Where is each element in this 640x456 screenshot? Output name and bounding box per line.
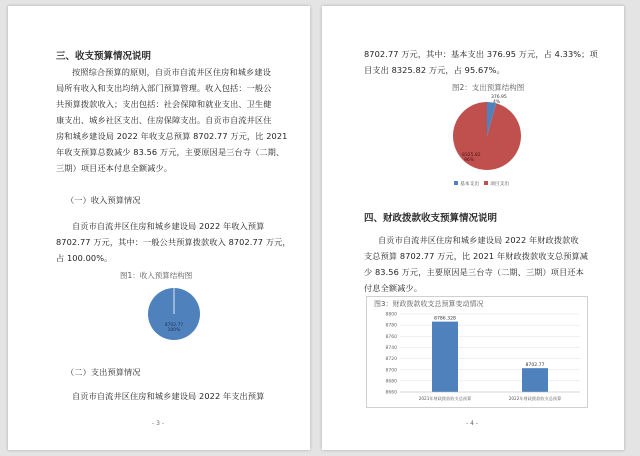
chart2-title: 图2：支出预算结构图 [452, 83, 525, 92]
fiscal-line: 支总预算 8702.77 万元，比 2021 年财政拨款收支总预算减 [364, 251, 589, 261]
chart3-category-label: 2022年财政拨款收支总预算 [508, 396, 562, 401]
intro-line: 共预算拨款收入；支出包括：社会保障和就业支出、卫生健 [56, 99, 272, 109]
chart2-pie [442, 88, 532, 188]
page-number: - 3 - [152, 420, 164, 427]
expense-line: 自贡市自流井区住房和城乡建设局 2022 年支出预算 [72, 391, 265, 401]
chart3-y-tick-label: 8800 [385, 312, 397, 318]
page-number: - 4 - [466, 420, 478, 427]
income-line: 占 100.00%。 [56, 253, 113, 263]
chart3-y-tick-label: 8680 [385, 379, 397, 385]
section-heading-4: 四、财政拨款收支预算情况说明 [364, 213, 498, 224]
chart2-big-value-label: 8325.82 [462, 153, 481, 158]
section-heading-3: 三、收支预算情况说明 [56, 51, 152, 62]
chart3-category-label: 2021年财政拨款收支总预算 [418, 396, 472, 401]
expense-cont-line: 8702.77 万元，其中：基本支出 376.95 万元，占 4.33%；项 [364, 49, 598, 59]
intro-line: 局所有收入和支出均纳入部门预算管理。收入包括：一般公 [56, 83, 272, 93]
chart1-data-label-value: 8702.77 [164, 323, 184, 328]
subheading-income: （一）收入预算情况 [66, 195, 141, 205]
fiscal-line: 少 83.56 万元，主要原因是三台寺（二期、三期）项目还本 [364, 267, 584, 277]
fiscal-line: 自贡市自流井区住房和城乡建设局 2022 年财政拨款收 [378, 235, 579, 245]
chart3-title: 图3：财政拨款收支总预算变动情况 [374, 300, 484, 308]
expense-cont-line: 目支出 8325.82 万元，占 95.67%。 [364, 65, 505, 75]
document-page-left [8, 6, 310, 450]
income-line: 8702.77 万元，其中：一般公共预算拨款收入 8702.77 万元， [56, 237, 291, 247]
chart2-big-pct-label: 96% [464, 158, 475, 163]
legend-label-basic: 基本支出 [460, 182, 480, 187]
legend-swatch-project [484, 181, 488, 185]
income-line: 自贡市自流井区住房和城乡建设局 2022 年收入预算 [72, 221, 265, 231]
intro-line: 康支出、城乡社区支出、住房保障支出。自贡市自流井区住 [56, 115, 272, 125]
chart2-small-value-label: 376.95 [491, 95, 507, 100]
chart3-y-tick-label: 8780 [385, 323, 397, 329]
legend-swatch-basic [454, 181, 458, 185]
intro-line: 房和城乡建设局 2022 年收支总预算 8702.77 万元，比 2021 [56, 131, 288, 141]
subheading-expense: （二）支出预算情况 [66, 367, 141, 377]
chart3-bar [432, 322, 458, 392]
chart3-bar-value-label: 8786.328 [434, 316, 456, 322]
document-page-right [322, 6, 624, 450]
intro-line: 三期）项目还本付息全额减少。 [56, 163, 173, 173]
chart3-y-tick-label: 8700 [385, 368, 397, 374]
fiscal-line: 付息全额减少。 [364, 283, 423, 293]
chart2-small-pct-label: 4% [493, 100, 501, 105]
intro-line: 按照综合预算的原则，自贡市自流井区住房和城乡建设 [72, 67, 271, 77]
chart1-pie [144, 284, 204, 344]
chart3-y-tick-label: 8760 [385, 334, 397, 340]
chart3-y-tick-label: 8740 [385, 346, 397, 352]
chart1-title: 图1：收入预算结构图 [120, 271, 193, 280]
chart3-bar-value-label: 8702.77 [525, 363, 545, 369]
legend-label-project: 项目支出 [490, 182, 510, 187]
chart3-y-tick-label: 8660 [385, 390, 397, 396]
chart3-bar-chart [366, 296, 588, 408]
chart3-frame [367, 297, 588, 408]
intro-line: 年收支预算总数减少 83.56 万元，主要原因是三台寺（二期、 [56, 147, 285, 157]
chart1-data-label-pct: 100% [167, 328, 181, 333]
chart3-bar [522, 368, 548, 392]
chart3-y-tick-label: 8720 [385, 357, 397, 363]
